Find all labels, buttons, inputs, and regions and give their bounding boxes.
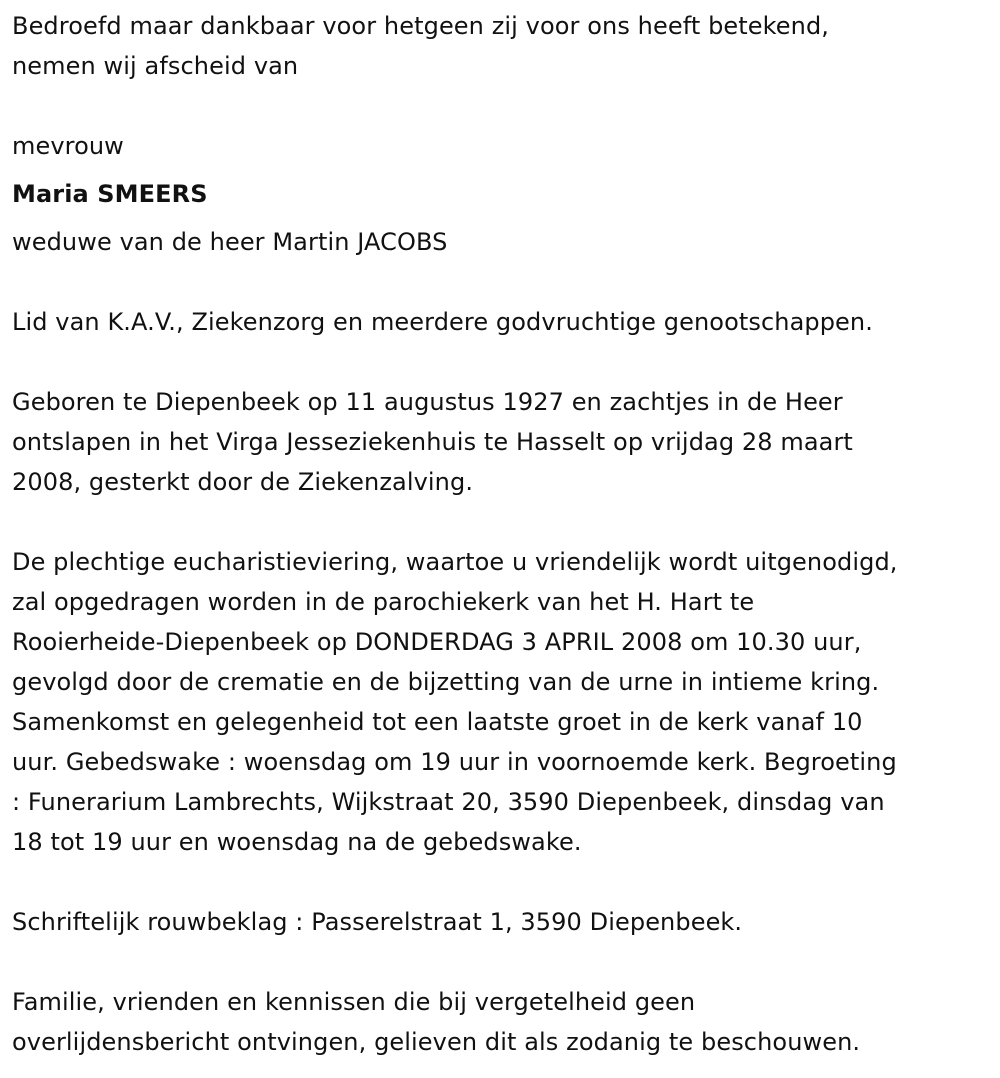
- widow-line: weduwe van de heer Martin JACOBS: [12, 228, 448, 256]
- paragraph-gap: [12, 342, 996, 382]
- text-line: ontslapen in het Virga Jesseziekenhuis te Hasselt op vrijdag 28 maart: [12, 428, 853, 456]
- salutation: mevrouw: [12, 132, 124, 160]
- text-line: zal opgedragen worden in de parochiekerk van het H. Hart te: [12, 588, 755, 616]
- text-line: 18 tot 19 uur en woensdag na de gebedswake.: [12, 828, 582, 856]
- text-line: 2008, gesterkt door de Ziekenzalving.: [12, 468, 474, 496]
- text-line: : Funerarium Lambrechts, Wijkstraat 20, 3590 Diepenbeek, dinsdag van: [12, 788, 885, 816]
- condolences-line: Schriftelijk rouwbeklag : Passerelstraat 1, 3590 Diepenbeek.: [12, 908, 743, 936]
- death-notice: [12, 6, 996, 1062]
- opening-paragraph: [12, 6, 996, 86]
- paragraph-gap: [12, 262, 996, 302]
- paragraph-gap: [12, 942, 996, 982]
- birth-death-paragraph: [12, 382, 996, 502]
- ceremony-paragraph: [12, 542, 996, 862]
- paragraph-gap: [12, 502, 996, 542]
- text-line: Samenkomst en gelegenheid tot een laatste groet in de kerk vanaf 10: [12, 708, 863, 736]
- text-line: De plechtige eucharistieviering, waartoe u vriendelijk wordt uitgenodigd,: [12, 548, 898, 576]
- text-line: overlijdensbericht ontvingen, gelieven dit als zodanig te beschouwen.: [12, 1028, 861, 1056]
- membership-line: Lid van K.A.V., Ziekenzorg en meerdere godvruchtige genootschappen.: [12, 308, 873, 336]
- text-line: Familie, vrienden en kennissen die bij vergetelheid geen: [12, 988, 696, 1016]
- text-line: nemen wij afscheid van: [12, 52, 299, 80]
- text-line: gevolgd door de crematie en de bijzetting van de urne in intieme kring.: [12, 668, 880, 696]
- paragraph-gap: [12, 86, 996, 126]
- paragraph-gap: [12, 862, 996, 902]
- deceased-name: Maria SMEERS: [12, 180, 208, 208]
- text-line: uur. Gebedswake : woensdag om 19 uur in voornoemde kerk. Begroeting: [12, 748, 897, 776]
- closing-paragraph: [12, 982, 996, 1062]
- text-line: Bedroefd maar dankbaar voor hetgeen zij voor ons heeft betekend,: [12, 12, 830, 40]
- text-line: Rooierheide-Diepenbeek op DONDERDAG 3 APRIL 2008 om 10.30 uur,: [12, 628, 862, 656]
- text-line: Geboren te Diepenbeek op 11 augustus 1927 en zachtjes in de Heer: [12, 388, 843, 416]
